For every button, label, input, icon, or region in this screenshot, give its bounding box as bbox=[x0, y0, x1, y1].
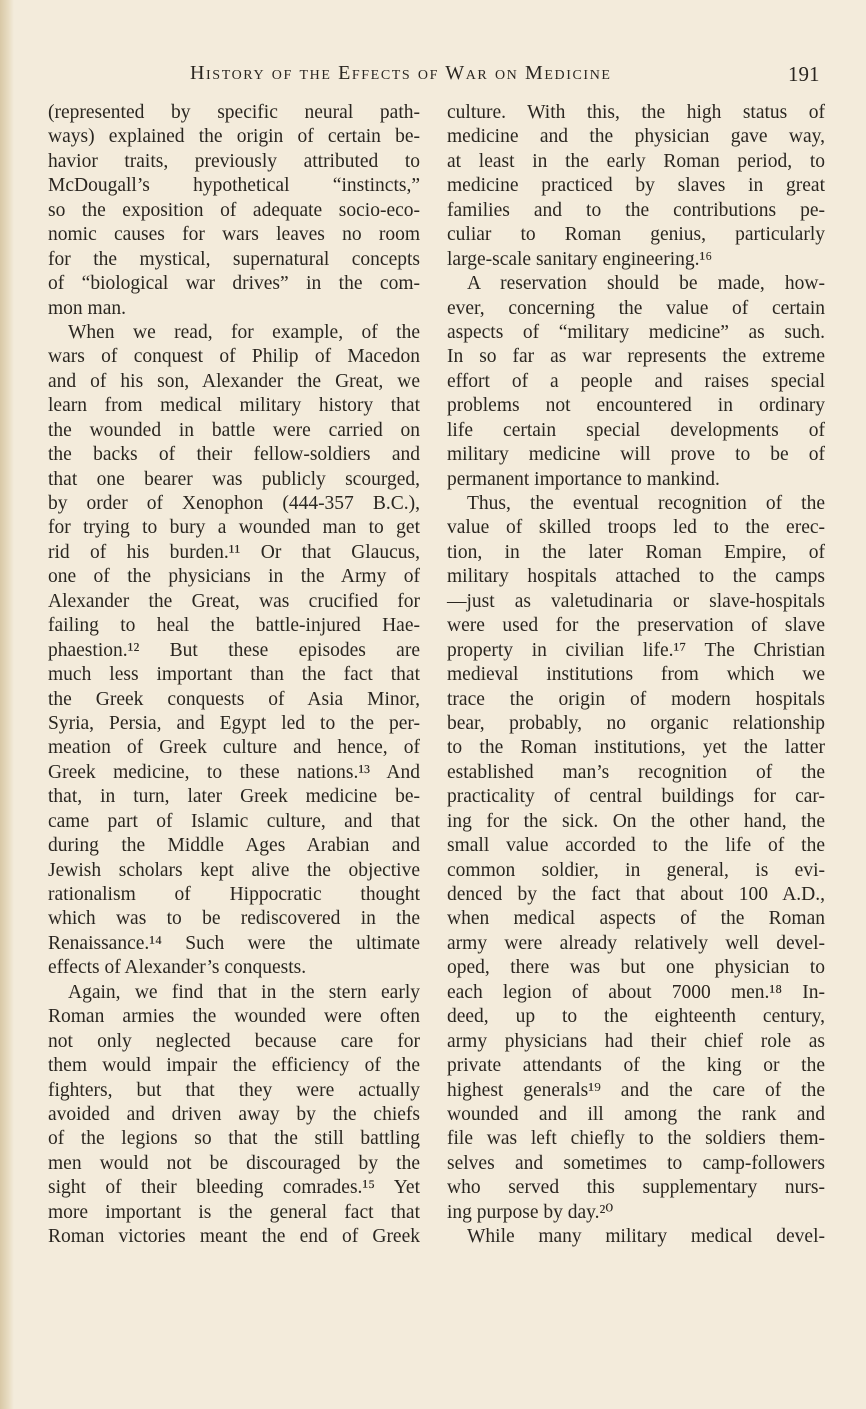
text-line: small value accorded to the life of the bbox=[447, 835, 825, 857]
text-line: havior traits, previously attributed to bbox=[48, 150, 420, 172]
text-line: denced by the fact that about 100 A.D., bbox=[447, 884, 825, 905]
text-line: While many military medical devel- bbox=[467, 1226, 825, 1248]
text-line: McDougall’s hypothetical “instincts,” bbox=[48, 175, 420, 197]
text-line: meation of Greek culture and hence, of bbox=[48, 737, 420, 759]
text-line: permanent importance to mankind. bbox=[447, 468, 720, 490]
text-line: file was left chiefly to the soldiers them- bbox=[447, 1128, 825, 1150]
text-line: not only neglected because care for bbox=[48, 1030, 420, 1052]
text-line: effects of Alexander’s conquests. bbox=[48, 957, 307, 979]
text-line: were used for the preservation of slave bbox=[447, 615, 825, 637]
text-line: failing to heal the battle-injured Hae- bbox=[48, 615, 420, 637]
text-line: nomic causes for wars leaves no room bbox=[48, 224, 420, 246]
text-line: families and to the contributions pe- bbox=[447, 199, 825, 221]
text-line: that, in turn, later Greek medicine be- bbox=[48, 786, 420, 808]
text-line: who served this supplementary nurs- bbox=[447, 1177, 825, 1199]
text-line: common soldier, in general, is evi- bbox=[447, 859, 825, 881]
text-line: military medicine will prove to be of bbox=[447, 444, 825, 466]
text-line: wars of conquest of Philip of Macedon bbox=[48, 346, 420, 368]
text-line: property in civilian life.¹⁷ The Christian bbox=[447, 639, 825, 661]
text-line: men would not be discouraged by the bbox=[48, 1152, 420, 1174]
page-edge-shadow bbox=[0, 0, 14, 1409]
text-line: fighters, but that they were actually bbox=[48, 1079, 420, 1101]
text-line: culiar to Roman genius, particularly bbox=[447, 224, 825, 246]
page-header bbox=[0, 62, 866, 92]
text-line: established man’s recognition of the bbox=[447, 761, 825, 783]
text-line: practicality of central buildings for car- bbox=[447, 786, 825, 808]
text-line: which was to be rediscovered in the bbox=[48, 908, 420, 930]
text-line: medicine and the physician gave way, bbox=[447, 126, 825, 148]
text-line: Alexander the Great, was crucified for bbox=[48, 590, 420, 612]
text-line: to the Roman institutions, yet the latter bbox=[447, 737, 825, 759]
text-line: Roman victories meant the end of Greek bbox=[48, 1226, 420, 1248]
text-line: army physicians had their chief role as bbox=[447, 1030, 825, 1052]
text-line: of “biological war drives” in the com- bbox=[48, 273, 420, 295]
text-line: effort of a people and raises special bbox=[447, 370, 825, 392]
text-line: A reservation should be made, how- bbox=[467, 273, 825, 295]
text-line: ing purpose by day.²⁰ bbox=[447, 1201, 614, 1223]
text-line: large-scale sanitary engineering.¹⁶ bbox=[447, 248, 713, 270]
text-line: phaestion.¹² But these episodes are bbox=[48, 639, 420, 661]
text-line: medicine practiced by slaves in great bbox=[447, 175, 825, 197]
text-line: ever, concerning the value of certain bbox=[447, 297, 825, 319]
text-line: at least in the early Roman period, to bbox=[447, 150, 825, 172]
text-line: bear, probably, no organic relationship bbox=[447, 712, 825, 734]
text-line: the backs of their fellow-soldiers and bbox=[48, 444, 420, 466]
text-line: trace the origin of modern hospitals bbox=[447, 688, 825, 710]
text-line: by order of Xenophon (444-357 B.C.), bbox=[48, 493, 420, 514]
text-line: Greek medicine, to these nations.¹³ And bbox=[48, 761, 420, 783]
text-line: learn from medical military history that bbox=[48, 395, 420, 417]
text-line: so the exposition of adequate socio-eco- bbox=[48, 199, 420, 221]
text-line: tion, in the later Roman Empire, of bbox=[447, 541, 825, 563]
text-line: highest generals¹⁹ and the care of the bbox=[447, 1079, 825, 1101]
text-line: for the mystical, supernatural concepts bbox=[48, 248, 420, 270]
text-line: army were already relatively well devel- bbox=[447, 932, 825, 954]
running-head: History of the Effects of War on Medicine bbox=[190, 62, 612, 84]
right-column bbox=[447, 101, 825, 1250]
text-line: When we read, for example, of the bbox=[68, 321, 420, 343]
text-line: sight of their bleeding comrades.¹⁵ Yet bbox=[48, 1177, 420, 1199]
text-line: avoided and driven away by the chiefs bbox=[48, 1103, 420, 1125]
text-line: rationalism of Hippocratic thought bbox=[48, 884, 420, 905]
text-line: rid of his burden.¹¹ Or that Glaucus, bbox=[48, 541, 420, 563]
text-line: much less important than the fact that bbox=[48, 664, 420, 686]
text-line: Roman armies the wounded were often bbox=[48, 1006, 420, 1028]
text-line: In so far as war represents the extreme bbox=[447, 346, 825, 368]
text-line: for trying to bury a wounded man to get bbox=[48, 517, 420, 539]
text-line: each legion of about 7000 men.¹⁸ In- bbox=[447, 981, 825, 1003]
text-line: the Greek conquests of Asia Minor, bbox=[48, 688, 420, 710]
text-line: of the legions so that the still battling bbox=[48, 1128, 420, 1150]
text-line: Syria, Persia, and Egypt led to the per- bbox=[48, 712, 420, 734]
text-line: one of the physicians in the Army of bbox=[48, 566, 420, 588]
text-line: mon man. bbox=[48, 297, 126, 319]
page-number: 191 bbox=[788, 62, 820, 86]
text-line: Again, we find that in the stern early bbox=[68, 981, 420, 1003]
text-line: during the Middle Ages Arabian and bbox=[48, 835, 420, 857]
text-line: culture. With this, the high status of bbox=[447, 102, 825, 123]
text-line: life certain special developments of bbox=[447, 419, 825, 441]
text-line: wounded and ill among the rank and bbox=[447, 1103, 825, 1125]
text-line: (represented by specific neural path- bbox=[48, 102, 420, 123]
text-line: when medical aspects of the Roman bbox=[447, 908, 825, 930]
text-line: them would impair the efficiency of the bbox=[48, 1055, 420, 1077]
text-line: the wounded in battle were carried on bbox=[48, 419, 420, 441]
text-line: that one bearer was publicly scourged, bbox=[48, 468, 420, 490]
left-column bbox=[48, 101, 420, 1250]
text-line: ing for the sick. On the other hand, the bbox=[447, 810, 825, 832]
text-line: Renaissance.¹⁴ Such were the ultimate bbox=[48, 932, 420, 954]
text-line: problems not encountered in ordinary bbox=[447, 395, 825, 417]
text-line: military hospitals attached to the camps bbox=[447, 566, 825, 588]
text-line: ways) explained the origin of certain be- bbox=[48, 126, 420, 148]
text-line: Thus, the eventual recognition of the bbox=[467, 493, 825, 514]
text-line: —just as valetudinaria or slave-hospitals bbox=[447, 590, 825, 612]
text-line: and of his son, Alexander the Great, we bbox=[48, 370, 420, 392]
text-line: deed, up to the eighteenth century, bbox=[447, 1006, 825, 1028]
text-line: selves and sometimes to camp-followers bbox=[447, 1152, 825, 1174]
text-line: oped, there was but one physician to bbox=[447, 957, 825, 979]
text-line: medieval institutions from which we bbox=[447, 664, 825, 686]
text-line: aspects of “military medicine” as such. bbox=[447, 321, 825, 343]
text-line: Jewish scholars kept alive the objective bbox=[48, 859, 420, 881]
text-line: value of skilled troops led to the erec- bbox=[447, 517, 825, 539]
text-line: more important is the general fact that bbox=[48, 1201, 420, 1223]
text-line: came part of Islamic culture, and that bbox=[48, 810, 420, 832]
text-line: private attendants of the king or the bbox=[447, 1055, 825, 1077]
